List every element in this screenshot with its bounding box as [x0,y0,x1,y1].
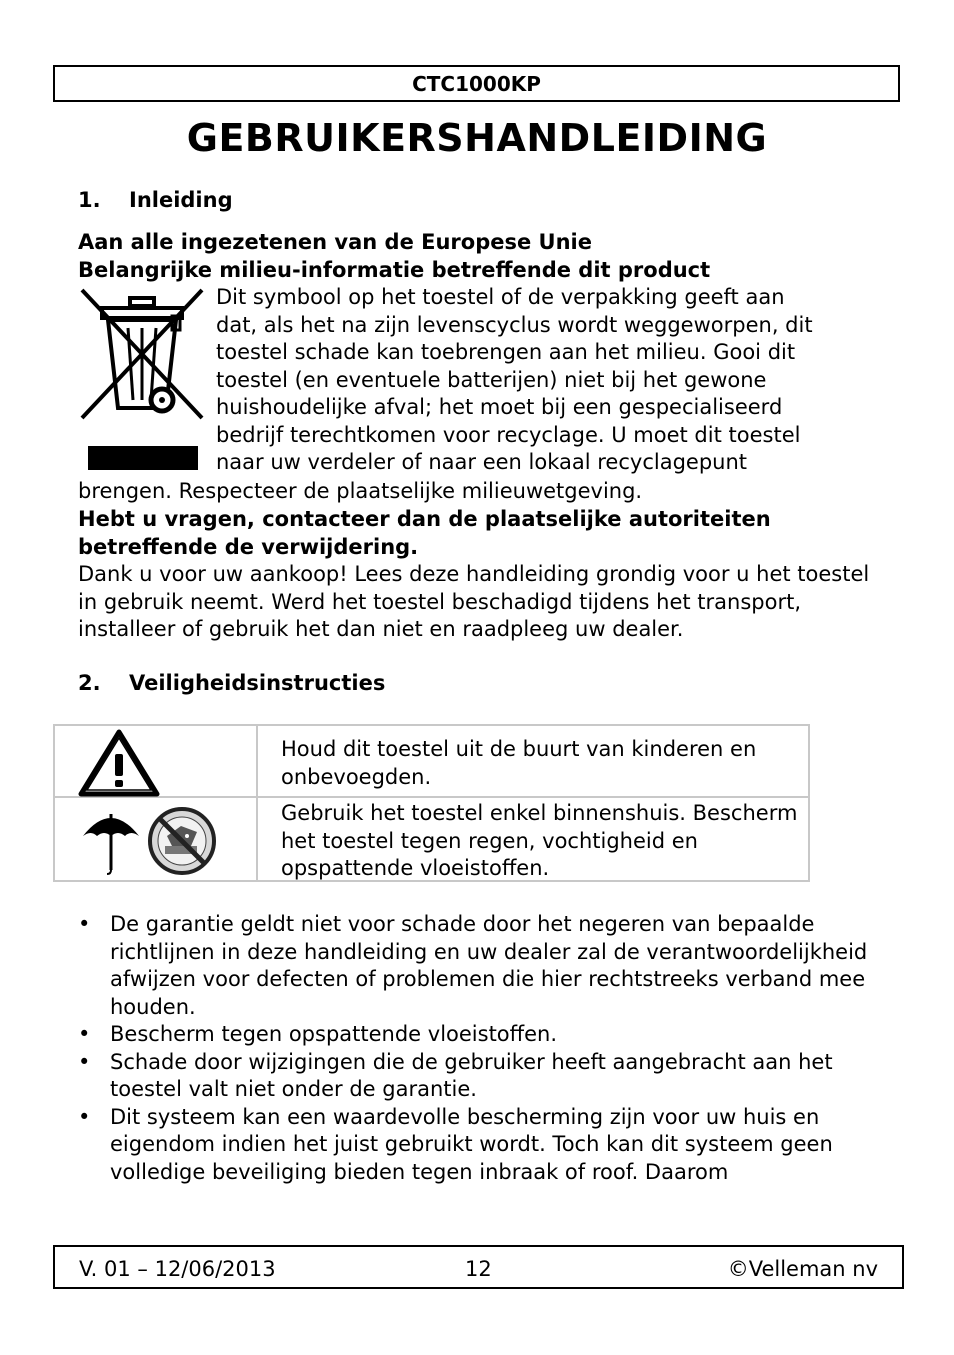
section-1-number: 1. [78,188,101,212]
list-item-text: De garantie geldt niet voor schade door het negeren van bepaalde richtlijnen in deze handleiding en uw dealer zal de verantwoordelijkheid afwijzen voor defecten of problemen die hier rechtstreeks verband mee houden. [110,912,868,1019]
umbrella-icon [81,806,141,880]
bullet-marker: • [78,1022,91,1046]
contact-authorities: Hebt u vragen, contacteer dan de plaatselijke autoriteiten betreffende de verwijdering. [78,507,771,559]
page-footer [53,1245,904,1289]
weee-line: Dit symbool op het toestel of de verpakking geeft aan [216,285,785,309]
weee-line: dat, als het na zijn levenscyclus wordt weggeworpen, dit [216,312,813,337]
weee-line: bedrijf terechtkomen voor recyclage. U moet dit toestel [216,422,801,447]
list-item-text: Schade door wijzigingen die de gebruiker heeft aangebracht aan het toestel valt niet onder de garantie. [110,1049,833,1101]
safety-table [53,724,810,882]
section-2-title: Veiligheidsinstructies [129,671,386,695]
list-item [78,1049,888,1104]
table-row [55,726,808,798]
thanks-paragraph: Dank u voor uw aankoop! Lees deze handleiding grondig voor u het toestel in gebruik neemt. Werd het toestel beschadigd tijdens het transport, installeer of gebruik het dan niet en raadpleeg uw dealer. [78,562,870,641]
safety-bullet-list [78,911,888,1186]
list-item [78,1104,888,1187]
section-2-heading [78,671,385,695]
weee-line: huishoudelijke afval; het moet bij een gespecialiseerd [216,395,783,419]
safety-text-children: Houd dit toestel uit de buurt van kinderen en onbevoegden. [281,737,757,789]
table-row [55,798,808,880]
section-1-title: Inleiding [129,188,233,212]
warning-triangle-icon [77,728,161,802]
environment-info-line: Belangrijke milieu-informatie betreffende dit product [78,258,711,282]
bullet-marker: • [78,1104,91,1129]
bullet-marker: • [78,912,91,936]
section-2-number: 2. [78,671,101,695]
bullet-marker: • [78,1049,91,1074]
eu-residents-line: Aan alle ingezetenen van de Europese Unie [78,230,592,254]
weee-line: naar uw verdeler of naar een lokaal recyclagepunt [216,450,748,474]
copyright: ©Velleman nv [727,1257,878,1281]
weee-tail: brengen. Respecteer de plaatselijke milieuwetgeving. [78,479,643,503]
list-item-text: Bescherm tegen opspattende vloeistoffen. [110,1022,558,1046]
page-number: 12 [465,1257,492,1281]
page-title: GEBRUIKERSHANDLEIDING [186,116,768,160]
model-number: CTC1000KP [412,71,541,96]
list-item [78,1021,888,1049]
list-item [78,911,888,1021]
weee-crossed-bin-icon [78,288,206,474]
section-1-heading [78,188,233,212]
safety-text-indoors: Gebruik het toestel enkel binnenshuis. Bescherm het toestel tegen regen, vochtigheid en opspattende vloeistoffen. [281,801,798,880]
version-date: V. 01 – 12/06/2013 [79,1257,276,1281]
no-water-icon [147,806,217,880]
model-header [53,65,900,102]
weee-description [216,284,886,477]
weee-line: toestel (en eventuele batterijen) niet bij het gewone [216,367,767,392]
list-item-text: Dit systeem kan een waardevolle bescherming zijn voor uw huis en eigendom indien het juist gebruikt wordt. Toch kan dit systeem geen volledige beveiliging bieden tegen inbraak of roof. Daarom [110,1104,833,1184]
weee-line: toestel schade kan toebrengen aan het milieu. Gooi dit [216,340,796,364]
